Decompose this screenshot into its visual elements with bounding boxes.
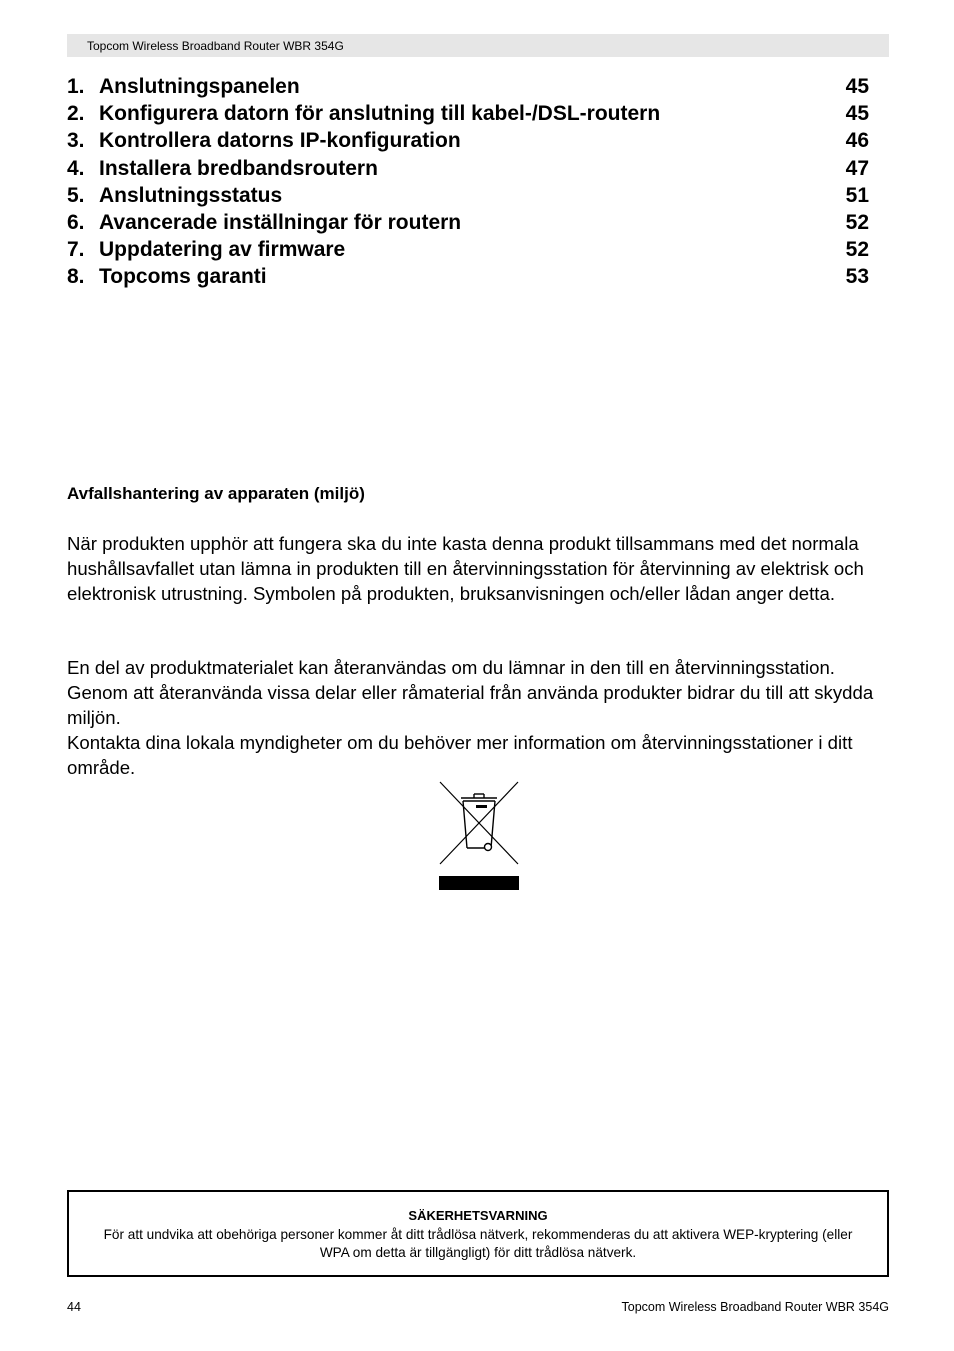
environment-paragraph: När produkten upphör att fungera ska du inte kasta denna produkt tillsammans med det normala hushållsavfallet utan lämna in produkten till en återvinningsstation för återvinning av elektrisk och elektronisk utrustning. Symbolen på produkten, bruksanvisningen och/eller lådan anger detta.	[67, 533, 864, 604]
environment-paragraph: Kontakta dina lokala myndigheter om du behöver mer information om återvinningsstationer i ditt område.	[67, 732, 853, 778]
toc-entry-1[interactable]	[67, 73, 869, 100]
toc-entry-page: 53	[845, 265, 869, 289]
toc-entry-number: 8.	[67, 265, 85, 289]
toc-entry-title: Konfigurera datorn för anslutning till kabel-/DSL-routern	[99, 102, 661, 126]
footer-product-name: Topcom Wireless Broadband Router WBR 354G	[621, 1300, 889, 1314]
toc-entry-title: Anslutningspanelen	[99, 75, 300, 98]
footer-page-number: 44	[67, 1300, 81, 1314]
toc-entry-8[interactable]	[67, 263, 869, 290]
toc-entry-page: 46	[845, 129, 869, 153]
toc-entry-number: 2.	[67, 102, 85, 126]
toc-entry-title: Uppdatering av firmware	[99, 238, 346, 262]
toc-entry-7[interactable]	[67, 236, 869, 263]
toc-entry-number: 3.	[67, 129, 85, 153]
toc-entry-page: 52	[845, 210, 869, 234]
toc-entry-number: 1.	[67, 75, 85, 98]
toc-entry-page: 45	[845, 75, 869, 98]
toc-entry-number: 5.	[67, 183, 85, 207]
toc-entry-5[interactable]	[67, 182, 869, 209]
toc-entry-title: Installera bredbandsroutern	[99, 156, 378, 180]
toc-entry-page: 52	[845, 238, 869, 262]
toc-entry-title: Kontrollera datorns IP-konfiguration	[99, 129, 461, 153]
toc-entry-page: 47	[845, 156, 869, 180]
toc-entry-3[interactable]	[67, 127, 869, 154]
toc-entry-number: 7.	[67, 238, 85, 262]
toc-entry-title: Avancerade inställningar för routern	[99, 210, 462, 234]
header-title: Topcom Wireless Broadband Router WBR 354G	[87, 39, 344, 53]
toc-entry-4[interactable]	[67, 155, 869, 182]
toc-entry-number: 4.	[67, 156, 85, 180]
security-warning-box	[67, 1190, 889, 1277]
toc-entry-page: 45	[845, 102, 869, 126]
environment-paragraph: En del av produktmaterialet kan återanvändas om du lämnar in den till en återvinningsstation. Genom att återanvända vissa delar eller råmaterial från använda produkter bidrar du till att skydda miljön.	[67, 657, 874, 728]
toc-entry-number: 6.	[67, 210, 85, 234]
toc-entry-page: 51	[845, 183, 869, 207]
table-of-contents	[67, 73, 869, 291]
toc-entry-6[interactable]	[67, 209, 869, 236]
toc-entry-title: Anslutningsstatus	[99, 183, 283, 207]
environment-heading: Avfallshantering av apparaten (miljö)	[67, 484, 365, 503]
warning-title: SÄKERHETSVARNING	[408, 1208, 548, 1223]
toc-entry-2[interactable]	[67, 100, 869, 127]
toc-entry-title: Topcoms garanti	[99, 265, 267, 289]
warning-text: För att undvika att obehöriga personer kommer åt ditt trådlösa nätverk, rekommenderas du att aktivera WEP-kryptering (eller WPA om detta är tillgängligt) för ditt trådlösa nätverk.	[103, 1227, 853, 1260]
page-header	[67, 34, 889, 57]
crossed-out-wheelie-bin-icon	[436, 779, 522, 892]
